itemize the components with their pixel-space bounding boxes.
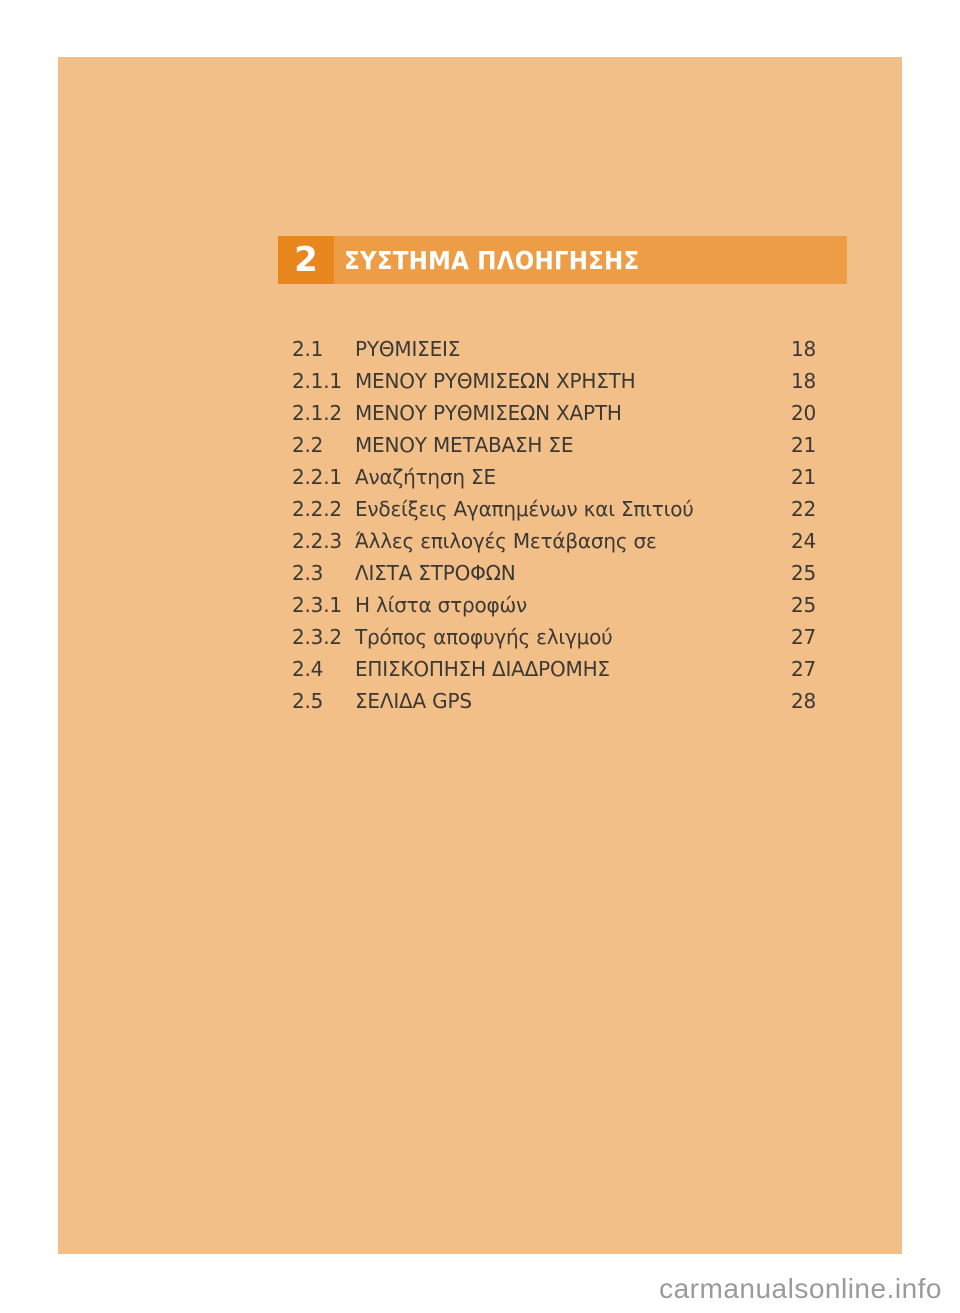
toc-entry-number: 2.4: [292, 657, 324, 681]
toc-entry-page: 25: [790, 561, 816, 585]
toc-entry-title: ΜΕΝΟΥ ΡΥΘΜΙΣΕΩΝ ΧΑΡΤΗ: [355, 401, 622, 425]
manual-page: [58, 57, 902, 1254]
toc-entry-number: 2.3: [292, 561, 324, 585]
table-of-contents: [292, 333, 816, 717]
toc-entry-number: 2.3.2: [292, 625, 342, 649]
toc-entry-page: 24: [790, 529, 816, 553]
toc-entry: [292, 557, 816, 589]
toc-entry-page: 28: [790, 689, 816, 713]
toc-entry: [292, 397, 816, 429]
toc-entry: [292, 365, 816, 397]
toc-entry-title: Τρόπος αποφυγής ελιγμού: [355, 625, 613, 649]
toc-entry-title: ΡΥΘΜΙΣΕΙΣ: [355, 337, 461, 361]
toc-entry-title: ΛΙΣΤΑ ΣΤΡΟΦΩΝ: [355, 561, 516, 585]
chapter-number-badge: 2: [278, 236, 334, 284]
toc-entry: [292, 333, 816, 365]
toc-entry: [292, 429, 816, 461]
toc-entry-page: 27: [790, 657, 816, 681]
toc-entry-number: 2.1.1: [292, 369, 342, 393]
toc-entry-title: ΣΕΛΙΔΑ GPS: [355, 689, 472, 713]
toc-entry-number: 2.2.3: [292, 529, 342, 553]
toc-entry-number: 2.5: [292, 689, 324, 713]
toc-entry: [292, 493, 816, 525]
toc-entry: [292, 621, 816, 653]
toc-entry-number: 2.1: [292, 337, 324, 361]
toc-entry-page: 21: [790, 433, 816, 457]
chapter-header: [278, 236, 847, 284]
toc-entry-title: Η λίστα στροφών: [355, 593, 528, 617]
toc-entry-title: ΕΠΙΣΚΟΠΗΣΗ ΔΙΑΔΡΟΜΗΣ: [355, 657, 610, 681]
toc-entry-page: 20: [790, 401, 816, 425]
toc-entry-page: 27: [790, 625, 816, 649]
toc-entry-number: 2.2: [292, 433, 324, 457]
toc-entry: [292, 589, 816, 621]
toc-entry-page: 21: [790, 465, 816, 489]
toc-entry-title: Αναζήτηση ΣΕ: [355, 465, 496, 489]
toc-entry: [292, 653, 816, 685]
toc-entry-page: 22: [790, 497, 816, 521]
toc-entry-title: ΜΕΝΟΥ ΡΥΘΜΙΣΕΩΝ ΧΡΗΣΤΗ: [355, 369, 636, 393]
toc-entry: [292, 461, 816, 493]
toc-entry: [292, 525, 816, 557]
toc-entry-page: 18: [790, 369, 816, 393]
toc-entry-page: 25: [790, 593, 816, 617]
toc-entry: [292, 685, 816, 717]
toc-entry-number: 2.2.2: [292, 497, 342, 521]
toc-entry-number: 2.1.2: [292, 401, 342, 425]
toc-entry-title: ΜΕΝΟΥ ΜΕΤΑΒΑΣΗ ΣΕ: [355, 433, 574, 457]
toc-entry-page: 18: [790, 337, 816, 361]
watermark-text: carmanualsonline.info: [659, 1273, 942, 1304]
chapter-title: ΣΥΣΤΗΜΑ ΠΛΟΗΓΗΣΗΣ: [344, 245, 640, 275]
toc-entry-title: Άλλες επιλογές Μετάβασης σε: [355, 529, 657, 553]
toc-entry-number: 2.2.1: [292, 465, 342, 489]
toc-entry-number: 2.3.1: [292, 593, 342, 617]
toc-entry-title: Ενδείξεις Αγαπημένων και Σπιτιού: [355, 497, 694, 521]
